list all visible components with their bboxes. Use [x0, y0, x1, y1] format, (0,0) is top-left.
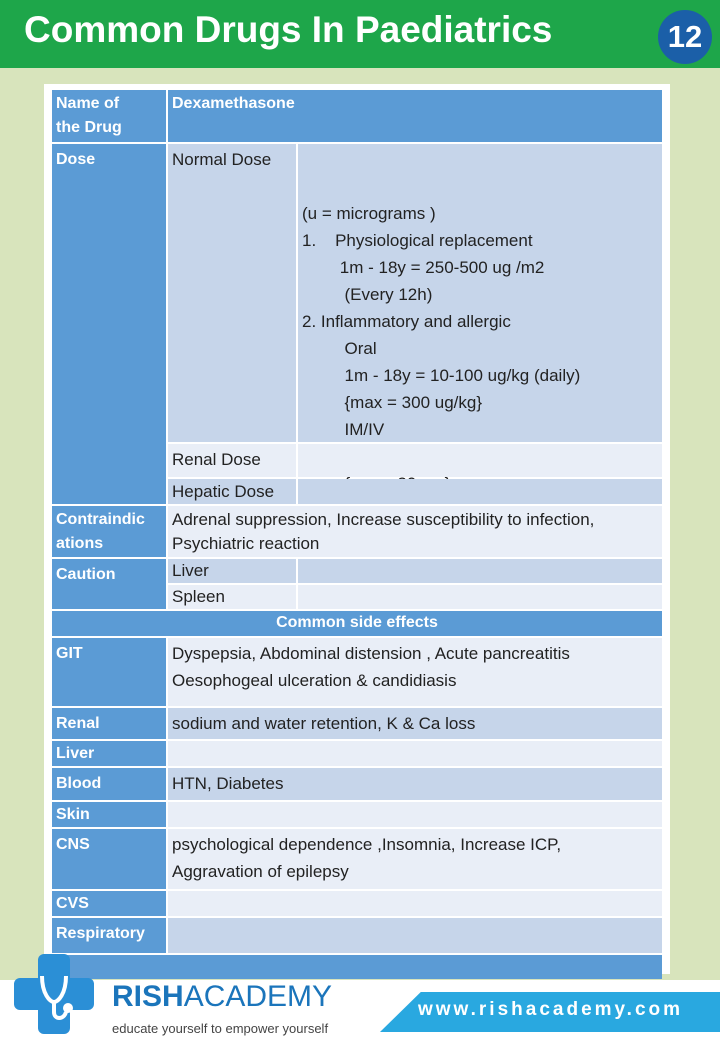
cns-line1: psychological dependence ,Insomnia, Increase ICP, [172, 835, 562, 854]
side-effect-system-liver: Liver [52, 741, 166, 766]
drug-name-value: Dexamethasone [168, 90, 662, 142]
page-header [0, 0, 720, 68]
renal-dose-value [298, 444, 662, 477]
side-effect-system-renal: Renal [52, 708, 166, 739]
normal-dose-details [298, 144, 662, 442]
side-effect-value-respiratory [168, 918, 662, 953]
renal-dose-label: Renal Dose [168, 444, 296, 477]
caution-label: Caution [52, 559, 166, 609]
contraindications-value [168, 506, 662, 557]
side-effect-value-renal: sodium and water retention, K & Ca loss [168, 708, 662, 739]
normal-dose-line: (u = micrograms ) [302, 204, 436, 223]
normal-dose-line: {max = 300 ug/kg} [302, 393, 483, 412]
side-effect-system-git: GIT [52, 638, 166, 706]
git-line2: Oesophogeal ulceration & candidiasis [172, 671, 457, 690]
side-effect-system-cvs: CVS [52, 891, 166, 916]
side-effect-system-respiratory: Respiratory [52, 918, 166, 953]
side-effect-system-skin: Skin [52, 802, 166, 827]
caution-item-spleen-value [298, 585, 662, 609]
page-number-badge: 12 [658, 10, 712, 64]
normal-dose-line: (Every 12h) [302, 285, 433, 304]
contraindications-line2: Psychiatric reaction [172, 534, 320, 553]
drug-name-label-line2: the Drug [56, 119, 122, 136]
side-effect-value-cvs [168, 891, 662, 916]
side-effect-value-git [168, 638, 662, 706]
page-title: Common Drugs In Paediatrics [24, 9, 553, 50]
website-link[interactable]: www.rishacademy.com [418, 999, 684, 1020]
normal-dose-label: Normal Dose [168, 144, 296, 442]
contraindications-label [52, 506, 166, 557]
contraindications-label-line2: ations [56, 535, 104, 552]
side-effect-value-cns [168, 829, 662, 889]
side-effects-heading: Common side effects [52, 611, 662, 636]
normal-dose-line: 2. Inflammatory and allergic [302, 312, 511, 331]
hepatic-dose-value [298, 479, 662, 504]
brand-name-light: ACADEMY [183, 980, 333, 1013]
side-effect-system-cns: CNS [52, 829, 166, 889]
cns-line2: Aggravation of epilepsy [172, 862, 349, 881]
brand-name-bold: RISH [112, 980, 184, 1013]
contraindications-label-line1: Contraindic [56, 511, 145, 528]
drug-name-label [52, 90, 166, 142]
side-effect-value-blood: HTN, Diabetes [168, 768, 662, 800]
caution-item-liver-value [298, 559, 662, 583]
git-line1: Dyspepsia, Abdominal distension , Acute pancreatitis [172, 644, 570, 663]
side-effect-value-skin [168, 802, 662, 827]
normal-dose-line: IM/IV [302, 420, 385, 439]
side-effect-system-blood: Blood [52, 768, 166, 800]
caution-item-spleen: Spleen [168, 585, 296, 609]
normal-dose-line: Oral [302, 339, 377, 358]
caution-item-liver: Liver [168, 559, 296, 583]
dose-label: Dose [52, 144, 166, 504]
medical-cross-stethoscope-icon [10, 950, 98, 1038]
drug-name-label-line1: Name of [56, 95, 120, 112]
brand-tagline: educate yourself to empower yourself [112, 1021, 329, 1036]
normal-dose-line: 1m - 18y = 10-100 ug/kg (daily) [302, 366, 581, 385]
hepatic-dose-label: Hepatic Dose [168, 479, 296, 504]
normal-dose-line: 1m - 18y = 250-500 ug /m2 [302, 258, 545, 277]
normal-dose-line: 1. Physiological replacement [302, 231, 533, 250]
side-effect-value-liver [168, 741, 662, 766]
brand-name [112, 980, 332, 1014]
contraindications-line1: Adrenal suppression, Increase susceptibility to infection, [172, 510, 595, 529]
table-footer-bar [52, 955, 662, 979]
